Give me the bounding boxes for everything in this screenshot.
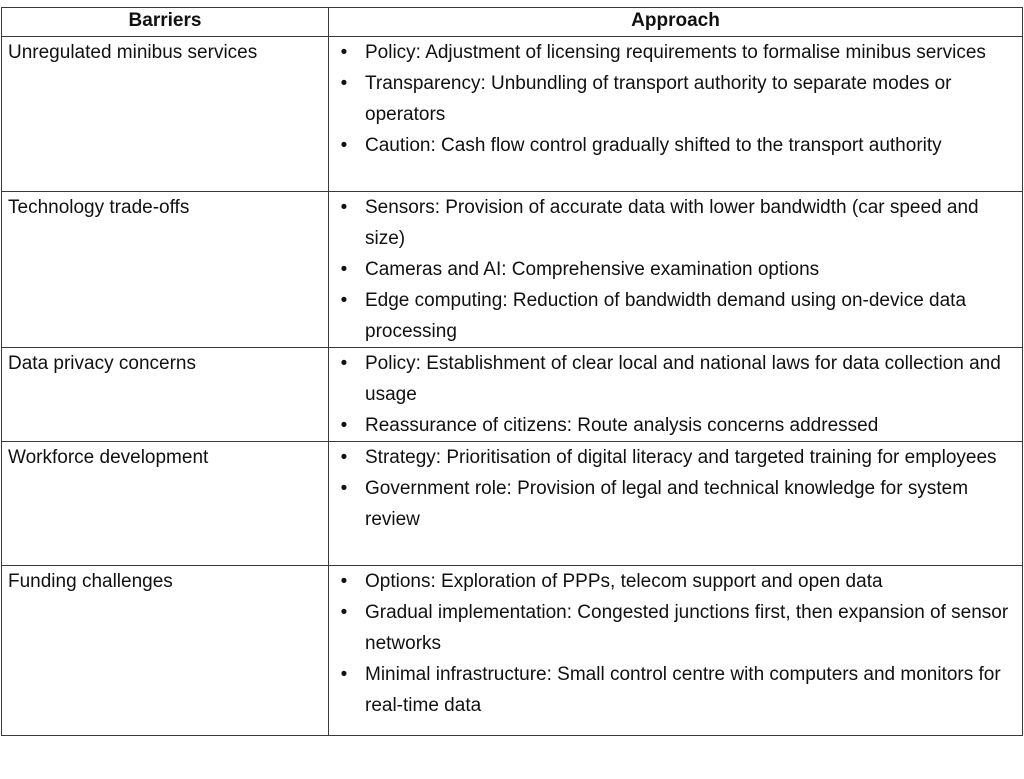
approach-item [329, 254, 1010, 285]
bullet-icon: • [340, 602, 348, 623]
bullet-icon: • [340, 259, 348, 280]
approach-text: Gradual implementation: Congested junctions first, then expansion of sensor networks [365, 602, 1009, 654]
approach-list [329, 566, 1010, 721]
bullet-icon: • [340, 135, 348, 156]
approach-cell [329, 348, 1023, 442]
approach-text: Reassurance of citizens: Route analysis concerns addressed [365, 415, 879, 436]
approach-text: Options: Exploration of PPPs, telecom support and open data [365, 571, 883, 592]
table-row [2, 37, 1023, 192]
barriers-column-header: Barriers [2, 8, 329, 37]
bullet-icon: • [340, 447, 348, 468]
approach-item [329, 37, 1010, 68]
approach-text: Strategy: Prioritisation of digital literacy and targeted training for employees [365, 447, 997, 468]
barrier-cell: Data privacy concerns [2, 348, 329, 442]
approach-text: Edge computing: Reduction of bandwidth demand using on-device data processing [365, 290, 967, 342]
table-row [2, 348, 1023, 442]
approach-item [329, 68, 1010, 130]
barrier-cell: Funding challenges [2, 566, 329, 736]
approach-text: Sensors: Provision of accurate data with lower bandwidth (car speed and size) [365, 197, 979, 249]
barrier-cell: Unregulated minibus services [2, 37, 329, 192]
approach-column-header: Approach [329, 8, 1023, 37]
approach-item [329, 473, 1010, 535]
table-row [2, 566, 1023, 736]
barrier-cell: Workforce development [2, 442, 329, 566]
approach-item [329, 410, 1010, 441]
table-row [2, 192, 1023, 348]
approach-item [329, 285, 1010, 347]
barrier-cell: Technology trade-offs [2, 192, 329, 348]
approach-cell [329, 192, 1023, 348]
barriers-approach-table [1, 7, 1023, 736]
approach-list [329, 192, 1010, 347]
approach-text: Cameras and AI: Comprehensive examination options [365, 259, 820, 280]
table-row [2, 442, 1023, 566]
approach-cell [329, 37, 1023, 192]
bullet-icon: • [340, 42, 348, 63]
approach-item [329, 348, 1010, 410]
bullet-icon: • [340, 478, 348, 499]
approach-cell [329, 442, 1023, 566]
approach-text: Government role: Provision of legal and technical knowledge for system review [365, 478, 969, 530]
approach-item [329, 659, 1010, 721]
approach-item [329, 130, 1010, 161]
bullet-icon: • [340, 73, 348, 94]
header-row [2, 8, 1023, 37]
approach-cell [329, 566, 1023, 736]
approach-text: Policy: Establishment of clear local and national laws for data collection and usage [365, 353, 1001, 405]
approach-text: Minimal infrastructure: Small control centre with computers and monitors for real-time data [365, 664, 1001, 716]
approach-text: Transparency: Unbundling of transport authority to separate modes or operators [365, 73, 952, 125]
approach-list [329, 442, 1010, 535]
bullet-icon: • [340, 664, 348, 685]
approach-item [329, 442, 1010, 473]
bullet-icon: • [340, 197, 348, 218]
approach-item [329, 192, 1010, 254]
approach-list [329, 348, 1010, 441]
bullet-icon: • [340, 571, 348, 592]
approach-list [329, 37, 1010, 161]
bullet-icon: • [340, 290, 348, 311]
approach-item [329, 566, 1010, 597]
approach-text: Policy: Adjustment of licensing requirements to formalise minibus services [365, 42, 986, 63]
bullet-icon: • [340, 415, 348, 436]
approach-text: Caution: Cash flow control gradually shifted to the transport authority [365, 135, 942, 156]
bullet-icon: • [340, 353, 348, 374]
approach-item [329, 597, 1010, 659]
